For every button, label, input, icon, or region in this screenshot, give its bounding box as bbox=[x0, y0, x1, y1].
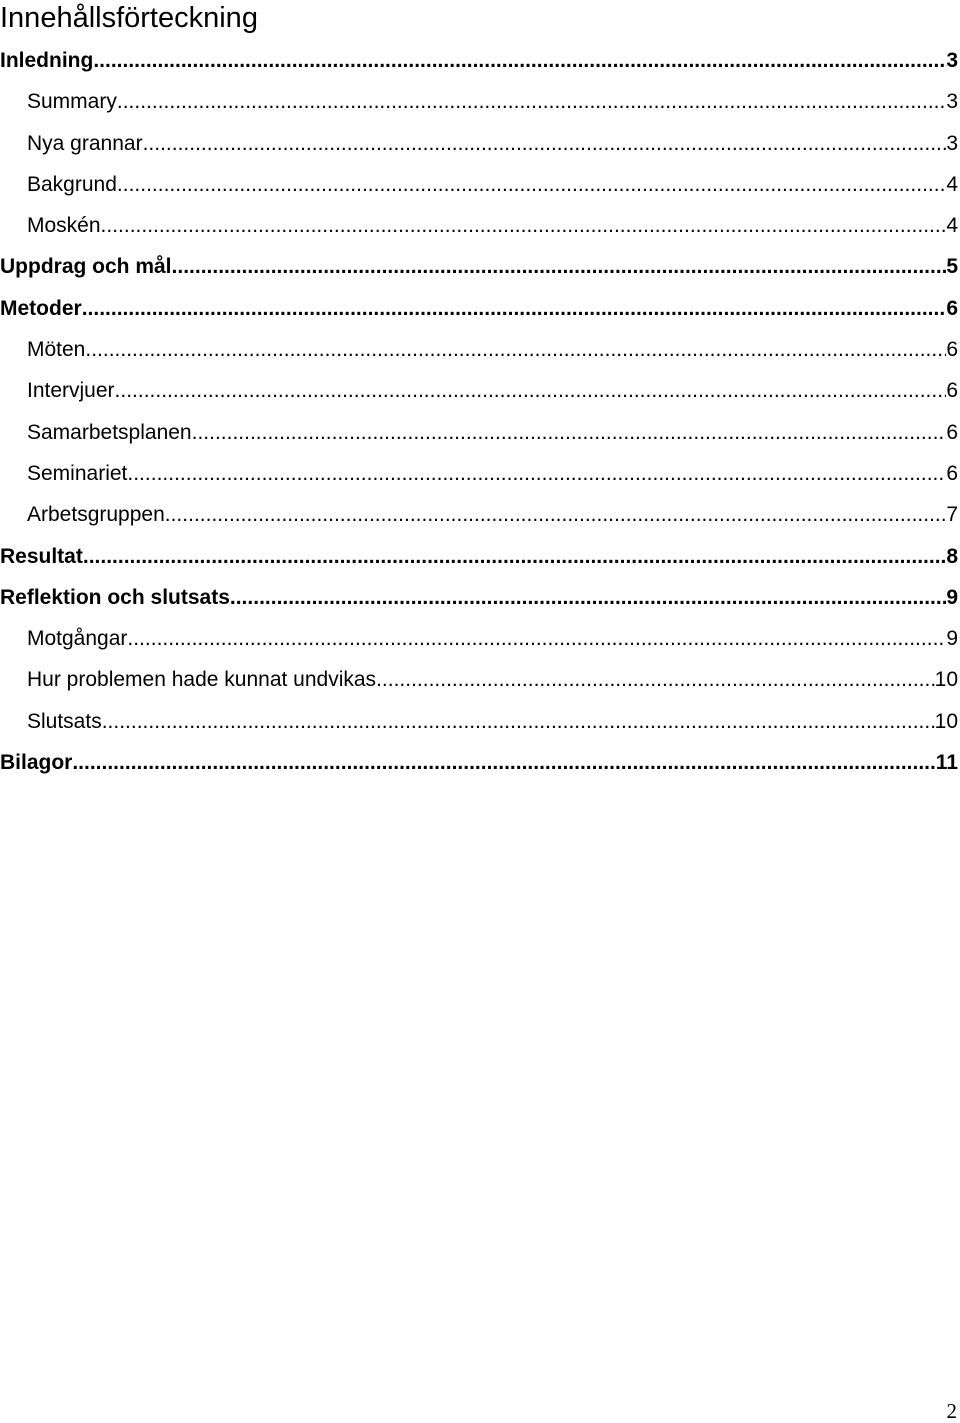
toc-entry-label: Slutsats bbox=[27, 709, 102, 733]
toc-page-number: 9 bbox=[946, 585, 958, 609]
toc-dot-leader bbox=[82, 289, 947, 329]
toc-dot-leader bbox=[127, 454, 946, 494]
toc-page-number: 6 bbox=[946, 461, 958, 485]
toc-entry-resultat[interactable] bbox=[0, 537, 960, 578]
toc-entry-label: Hur problemen hade kunnat undvikas bbox=[27, 668, 377, 692]
toc-page-number: 6 bbox=[946, 338, 958, 362]
toc-entry-label: Seminariet bbox=[27, 461, 128, 485]
toc-entry-label: Resultat bbox=[0, 544, 83, 568]
page-footer-number: 2 bbox=[946, 1399, 957, 1423]
toc-entry-label: Metoder bbox=[0, 296, 82, 320]
toc-dot-leader bbox=[376, 660, 935, 700]
toc-entry-label: Samarbetsplanen bbox=[27, 420, 192, 444]
toc-dot-leader bbox=[117, 82, 946, 122]
toc-dot-leader bbox=[93, 41, 946, 81]
toc-entry-label: Motgångar bbox=[27, 627, 128, 651]
toc-page-number: 10 bbox=[934, 709, 958, 733]
toc-entry-intervjuer[interactable] bbox=[0, 371, 960, 412]
toc-dot-leader bbox=[230, 578, 946, 618]
toc-entry-nya-grannar[interactable] bbox=[0, 124, 960, 165]
toc-entry-seminariet[interactable] bbox=[0, 454, 960, 495]
toc-entry-label: Intervjuer bbox=[27, 379, 115, 403]
toc-entry-moten[interactable] bbox=[0, 330, 960, 371]
toc-entry-misken[interactable] bbox=[0, 206, 960, 247]
toc-entry-arbetsgruppen[interactable] bbox=[0, 495, 960, 536]
toc-entry-label: Inledning bbox=[0, 49, 94, 72]
toc-page-number: 7 bbox=[946, 503, 958, 527]
toc-page-number: 11 bbox=[935, 751, 958, 775]
toc-entry-label: Bakgrund bbox=[27, 172, 117, 196]
toc-entry-metoder[interactable] bbox=[0, 289, 960, 330]
toc-entry-bakgrund[interactable] bbox=[0, 165, 960, 206]
toc-title: Innehållsförteckning bbox=[0, 2, 258, 34]
toc-entry-slutsats[interactable] bbox=[0, 702, 960, 743]
toc-page-number: 6 bbox=[946, 420, 958, 444]
toc-entry-hur-problemen-hade-kunnat-undvikas[interactable] bbox=[0, 660, 960, 701]
toc-page-number: 3 bbox=[946, 49, 958, 72]
toc-dot-leader bbox=[117, 165, 946, 205]
toc-entry-label: Bilagor bbox=[0, 751, 73, 775]
toc-entry-label: Moskén bbox=[27, 214, 101, 238]
toc-entry-label: Reflektion och slutsats bbox=[0, 585, 230, 609]
toc-page-number: 3 bbox=[946, 90, 958, 114]
toc-page-number: 6 bbox=[946, 296, 958, 320]
toc-dot-leader bbox=[115, 371, 947, 411]
toc-page-number: 4 bbox=[946, 214, 958, 238]
toc-dot-leader bbox=[192, 413, 947, 453]
toc-entry-label: Arbetsgruppen bbox=[27, 503, 165, 527]
toc-dot-leader bbox=[85, 330, 946, 370]
toc-dot-leader bbox=[102, 702, 935, 742]
toc-dot-leader bbox=[72, 743, 935, 783]
toc-page-number: 9 bbox=[946, 627, 958, 651]
toc-dot-leader bbox=[101, 206, 947, 246]
toc-entry-label: Summary bbox=[27, 90, 117, 114]
toc-entry-samarbetsplanen[interactable] bbox=[0, 413, 960, 454]
toc-page-number: 8 bbox=[946, 544, 958, 568]
toc-entry-label: Uppdrag och mål bbox=[0, 255, 172, 279]
toc-entry-motgangar[interactable] bbox=[0, 619, 960, 660]
toc-entry-reflektion-och-slutsats[interactable] bbox=[0, 578, 960, 619]
toc-entry-inledning[interactable] bbox=[0, 41, 960, 82]
toc-entry-summary[interactable] bbox=[0, 82, 960, 123]
toc-dot-leader bbox=[127, 619, 946, 659]
toc-dot-leader bbox=[172, 247, 947, 287]
toc-entry-label: Nya grannar bbox=[27, 131, 143, 155]
toc-entry-bilagor[interactable] bbox=[0, 743, 960, 784]
toc-dot-leader bbox=[143, 124, 947, 164]
toc-page-number: 5 bbox=[946, 255, 958, 279]
toc-page-number: 3 bbox=[946, 131, 958, 155]
toc-entry-uppdrag-och-mal[interactable] bbox=[0, 247, 960, 288]
toc-entry-label: Möten bbox=[27, 338, 86, 362]
toc-page-number: 6 bbox=[946, 379, 958, 403]
toc-page-number: 4 bbox=[946, 172, 958, 196]
table-of-contents bbox=[0, 41, 960, 784]
toc-page-number: 10 bbox=[934, 668, 958, 692]
toc-dot-leader bbox=[165, 495, 947, 535]
toc-dot-leader bbox=[83, 537, 946, 577]
